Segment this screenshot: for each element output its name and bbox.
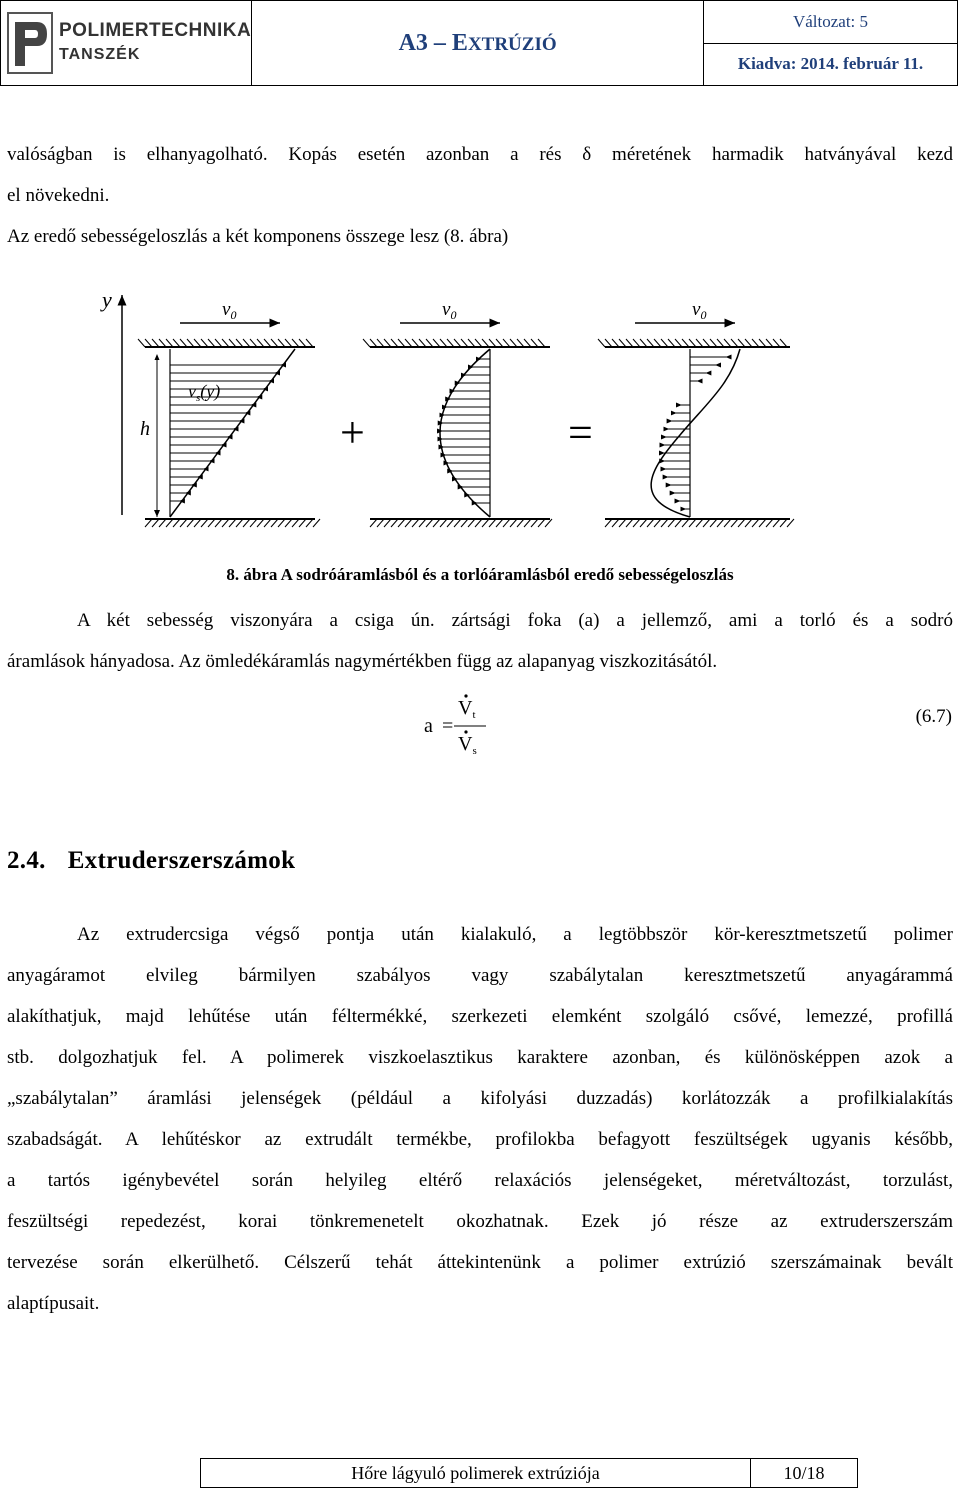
- wall-hatch: [208, 339, 215, 347]
- eq-numerator: V: [458, 697, 473, 719]
- wall-hatch: [787, 519, 794, 527]
- wall-hatch: [475, 519, 482, 527]
- wall-hatch: [503, 519, 510, 527]
- wall-hatch: [531, 339, 538, 347]
- wall-hatch: [619, 519, 626, 527]
- wall-hatch: [306, 519, 313, 527]
- wall-hatch: [363, 339, 370, 347]
- wall-hatch: [236, 339, 243, 347]
- wall-hatch: [377, 339, 384, 347]
- wall-hatch: [201, 519, 208, 527]
- wall-hatch: [489, 519, 496, 527]
- body-line: tervezése során elkerülhető. Célszerű tehát áttekintenünk a polimer extrúzió szerszámainak bevált: [7, 1252, 953, 1273]
- wall-hatch: [187, 519, 194, 527]
- wall-hatch: [166, 519, 173, 527]
- wall-hatch: [640, 339, 647, 347]
- paragraph-line: A két sebesség viszonyára a csiga ún. zártsági foka (a) a jellemző, ami a torló és a sodró: [77, 610, 953, 631]
- wall-hatch: [496, 519, 503, 527]
- wall-hatch: [524, 339, 531, 347]
- equation-6-7: [420, 686, 960, 766]
- wall-hatch: [278, 339, 285, 347]
- wall-hatch: [433, 519, 440, 527]
- wall-hatch: [166, 339, 173, 347]
- body-line: „szabálytalan” áramlási jelenségek (például a kifolyási duzzadás) korlátozzák a profilkialakítás: [7, 1088, 953, 1109]
- svg-text:Vs: [458, 733, 477, 757]
- wall-hatch: [384, 339, 391, 347]
- wall-hatch: [689, 519, 696, 527]
- velocity-distribution-figure: [90, 285, 850, 550]
- wall-hatch: [766, 339, 773, 347]
- wall-hatch: [654, 339, 661, 347]
- wall-hatch: [299, 339, 306, 347]
- wall-hatch: [538, 339, 545, 347]
- wall-hatch: [468, 339, 475, 347]
- wall-hatch: [647, 519, 654, 527]
- paragraph-line: el növekedni.: [7, 185, 110, 206]
- wall-hatch: [257, 339, 264, 347]
- v0-label-3: $v_0$: [692, 299, 707, 322]
- wall-hatch: [510, 339, 517, 347]
- wall-hatch: [391, 519, 398, 527]
- wall-hatch: [412, 339, 419, 347]
- footer-title: Hőre lágyuló polimerek extrúziója: [201, 1459, 751, 1488]
- wall-hatch: [531, 519, 538, 527]
- v0-label-2: $v_0$: [442, 299, 457, 322]
- figure-caption: 8. ábra A sodróáramlásból és a torlóáramlásból eredő sebességeloszlás: [226, 565, 734, 584]
- wall-hatch: [187, 339, 194, 347]
- wall-hatch: [215, 339, 222, 347]
- wall-hatch: [503, 339, 510, 347]
- wall-hatch: [668, 519, 675, 527]
- wall-hatch: [285, 519, 292, 527]
- wall-hatch: [717, 519, 724, 527]
- wall-hatch: [745, 339, 752, 347]
- wall-hatch: [370, 339, 377, 347]
- wall-hatch: [152, 519, 159, 527]
- wall-hatch: [201, 339, 208, 347]
- body-line: feszültségi repedezést, korai tönkremenetelt okozhatnak. Ezek jó része az extruderszerszám: [7, 1211, 953, 1232]
- wall-hatch: [173, 519, 180, 527]
- eq-denominator: V: [458, 733, 473, 755]
- wall-hatch: [433, 339, 440, 347]
- wall-hatch: [545, 519, 552, 527]
- wall-hatch: [447, 339, 454, 347]
- logo-emblem-icon: [7, 12, 53, 74]
- wall-hatch: [640, 519, 647, 527]
- wall-hatch: [461, 519, 468, 527]
- wall-hatch: [285, 339, 292, 347]
- body-line: alaptípusait.: [7, 1293, 100, 1314]
- wall-hatch: [496, 339, 503, 347]
- body-line: stb. dolgozhatjuk fel. A polimerek viszkoelasztikus karaktere azonban, és különösképpen azok a: [7, 1047, 953, 1068]
- wall-hatch: [159, 339, 166, 347]
- wall-hatch: [475, 339, 482, 347]
- wall-hatch: [229, 339, 236, 347]
- wall-hatch: [738, 339, 745, 347]
- wall-hatch: [222, 519, 229, 527]
- wall-hatch: [654, 519, 661, 527]
- wall-hatch: [440, 339, 447, 347]
- wall-hatch: [696, 339, 703, 347]
- body-line: szabadságát. A lehűtéskor az extrudált termékbe, profilokba befagyott feszültségek ugyanis később,: [7, 1129, 953, 1150]
- wall-hatch: [759, 339, 766, 347]
- paragraph-line: áramlások hányadosa. Az ömledékáramlás nagymértékben függ az alapanyag viszkozitásától.: [7, 651, 718, 672]
- wall-hatch: [145, 519, 152, 527]
- wall-hatch: [710, 519, 717, 527]
- logo-line2: TANSZÉK: [59, 46, 141, 63]
- wall-hatch: [731, 519, 738, 527]
- wall-hatch: [780, 339, 787, 347]
- wall-hatch: [271, 339, 278, 347]
- wall-hatch: [598, 339, 605, 347]
- paragraph-line: valóságban is elhanyagolható. Kopás esetén azonban a rés δ méretének harmadik hatványával kezd: [7, 144, 953, 165]
- wall-hatch: [759, 519, 766, 527]
- body-line: alakíthatjuk, majd lehűtése után féltermékké, szerkezeti elemként szolgáló csővé, lemezzé, profillá: [7, 1006, 953, 1027]
- wall-hatch: [696, 519, 703, 527]
- wall-hatch: [605, 519, 612, 527]
- vs-label: $v_s(y)$: [188, 381, 221, 404]
- wall-hatch: [517, 339, 524, 347]
- wall-hatch: [647, 339, 654, 347]
- paragraph-figure-ref: Az eredő sebességeloszlás a két komponens összege lesz (8. ábra): [7, 226, 509, 247]
- wall-hatch: [489, 339, 496, 347]
- wall-hatch: [703, 519, 710, 527]
- wall-hatch: [510, 519, 517, 527]
- wall-hatch: [278, 519, 285, 527]
- wall-hatch: [138, 339, 145, 347]
- wall-hatch: [159, 519, 166, 527]
- wall-hatch: [682, 519, 689, 527]
- wall-hatch: [440, 519, 447, 527]
- equation-number: (6.7): [915, 706, 952, 727]
- wall-hatch: [229, 519, 236, 527]
- wall-hatch: [180, 339, 187, 347]
- wall-hatch: [482, 339, 489, 347]
- wall-hatch: [257, 519, 264, 527]
- wall-hatch: [612, 519, 619, 527]
- wall-hatch: [731, 339, 738, 347]
- equals-sign: =: [568, 408, 593, 457]
- wall-hatch: [626, 339, 633, 347]
- y-axis-label: y: [102, 287, 112, 312]
- section-heading: [7, 847, 295, 875]
- wall-hatch: [398, 339, 405, 347]
- document-title: [252, 1, 704, 86]
- eq-denominator-sub: s: [472, 745, 477, 757]
- section-number: 2.4.: [7, 847, 46, 874]
- body-line: anyagáramot elvileg bármilyen szabályos vagy szabálytalan keresztmetszetű anyagárammá: [7, 965, 953, 986]
- wall-hatch: [264, 339, 271, 347]
- page-footer: [200, 1458, 858, 1488]
- wall-hatch: [710, 339, 717, 347]
- wall-hatch: [633, 519, 640, 527]
- wall-hatch: [538, 519, 545, 527]
- wall-hatch: [461, 339, 468, 347]
- wall-hatch: [454, 519, 461, 527]
- wall-hatch: [292, 519, 299, 527]
- wall-hatch: [250, 519, 257, 527]
- wall-hatch: [745, 519, 752, 527]
- v0-label-1: $v_0$: [222, 299, 237, 322]
- wall-hatch: [447, 519, 454, 527]
- wall-hatch: [426, 519, 433, 527]
- wall-hatch: [766, 519, 773, 527]
- wall-hatch: [724, 339, 731, 347]
- wall-hatch: [180, 519, 187, 527]
- wall-hatch: [194, 519, 201, 527]
- eq-numerator-sub: t: [472, 709, 476, 721]
- wall-hatch: [250, 339, 257, 347]
- wall-hatch: [405, 339, 412, 347]
- wall-hatch: [194, 339, 201, 347]
- wall-hatch: [752, 519, 759, 527]
- wall-hatch: [773, 519, 780, 527]
- wall-hatch: [222, 339, 229, 347]
- wall-hatch: [661, 519, 668, 527]
- version-label: Változat: 5: [792, 11, 869, 31]
- h-label: h: [140, 418, 150, 440]
- wall-hatch: [780, 519, 787, 527]
- wall-hatch: [661, 339, 668, 347]
- logo-line1: POLIMERTECHNIKA: [59, 20, 252, 41]
- wall-hatch: [243, 519, 250, 527]
- wall-hatch: [517, 519, 524, 527]
- wall-hatch: [619, 339, 626, 347]
- issued-label: Kiadva: 2014. február 11.: [737, 54, 924, 74]
- body-line: Az extrudercsiga végső pontja után kialakuló, a legtöbbször kör-keresztmetszetű polimer: [77, 924, 953, 945]
- wall-hatch: [689, 339, 696, 347]
- wall-hatch: [215, 519, 222, 527]
- wall-hatch: [405, 519, 412, 527]
- wall-hatch: [738, 519, 745, 527]
- wall-hatch: [752, 339, 759, 347]
- wall-hatch: [468, 519, 475, 527]
- wall-hatch: [703, 339, 710, 347]
- wall-hatch: [145, 339, 152, 347]
- wall-hatch: [377, 519, 384, 527]
- wall-hatch: [675, 519, 682, 527]
- wall-hatch: [398, 519, 405, 527]
- department-logo: [1, 1, 251, 85]
- wall-hatch: [482, 519, 489, 527]
- wall-hatch: [173, 339, 180, 347]
- wall-hatch: [626, 519, 633, 527]
- wall-hatch: [773, 339, 780, 347]
- eq-lhs: a: [424, 715, 433, 737]
- wall-hatch: [292, 339, 299, 347]
- wall-hatch: [152, 339, 159, 347]
- section-title: Extruderszerszámok: [67, 847, 296, 874]
- wall-hatch: [668, 339, 675, 347]
- wall-hatch: [306, 339, 313, 347]
- logo-cell: [1, 1, 252, 86]
- wall-hatch: [605, 339, 612, 347]
- wall-hatch: [384, 519, 391, 527]
- wall-hatch: [419, 339, 426, 347]
- wall-hatch: [208, 519, 215, 527]
- wall-hatch: [236, 519, 243, 527]
- wall-hatch: [612, 339, 619, 347]
- wall-hatch: [524, 519, 531, 527]
- wall-hatch: [313, 519, 320, 527]
- wall-hatch: [454, 339, 461, 347]
- wall-hatch: [264, 519, 271, 527]
- wall-hatch: [391, 339, 398, 347]
- wall-hatch: [682, 339, 689, 347]
- wall-hatch: [299, 519, 306, 527]
- wall-hatch: [633, 339, 640, 347]
- wall-hatch: [412, 519, 419, 527]
- svg-text:Vt: [458, 697, 476, 721]
- wall-hatch: [724, 519, 731, 527]
- eq-equals: =: [442, 715, 454, 737]
- ratio-formula: [420, 686, 540, 766]
- page-number: 10/18: [751, 1459, 858, 1488]
- wall-hatch: [419, 519, 426, 527]
- wall-hatch: [370, 519, 377, 527]
- version-cell: [704, 1, 958, 44]
- page-header: [0, 0, 958, 84]
- title-prefix: A3 – E: [398, 29, 468, 56]
- issued-cell: [704, 43, 958, 86]
- wall-hatch: [426, 339, 433, 347]
- wall-hatch: [675, 339, 682, 347]
- title-rest: XTRÚZIÓ: [467, 33, 557, 55]
- plus-sign: +: [340, 408, 365, 457]
- wall-hatch: [271, 519, 278, 527]
- wall-hatch: [243, 339, 250, 347]
- body-line: a tartós igénybevétel során helyileg eltérő relaxációs jelenségeket, méretváltozást, torzulást,: [7, 1170, 953, 1191]
- wall-hatch: [717, 339, 724, 347]
